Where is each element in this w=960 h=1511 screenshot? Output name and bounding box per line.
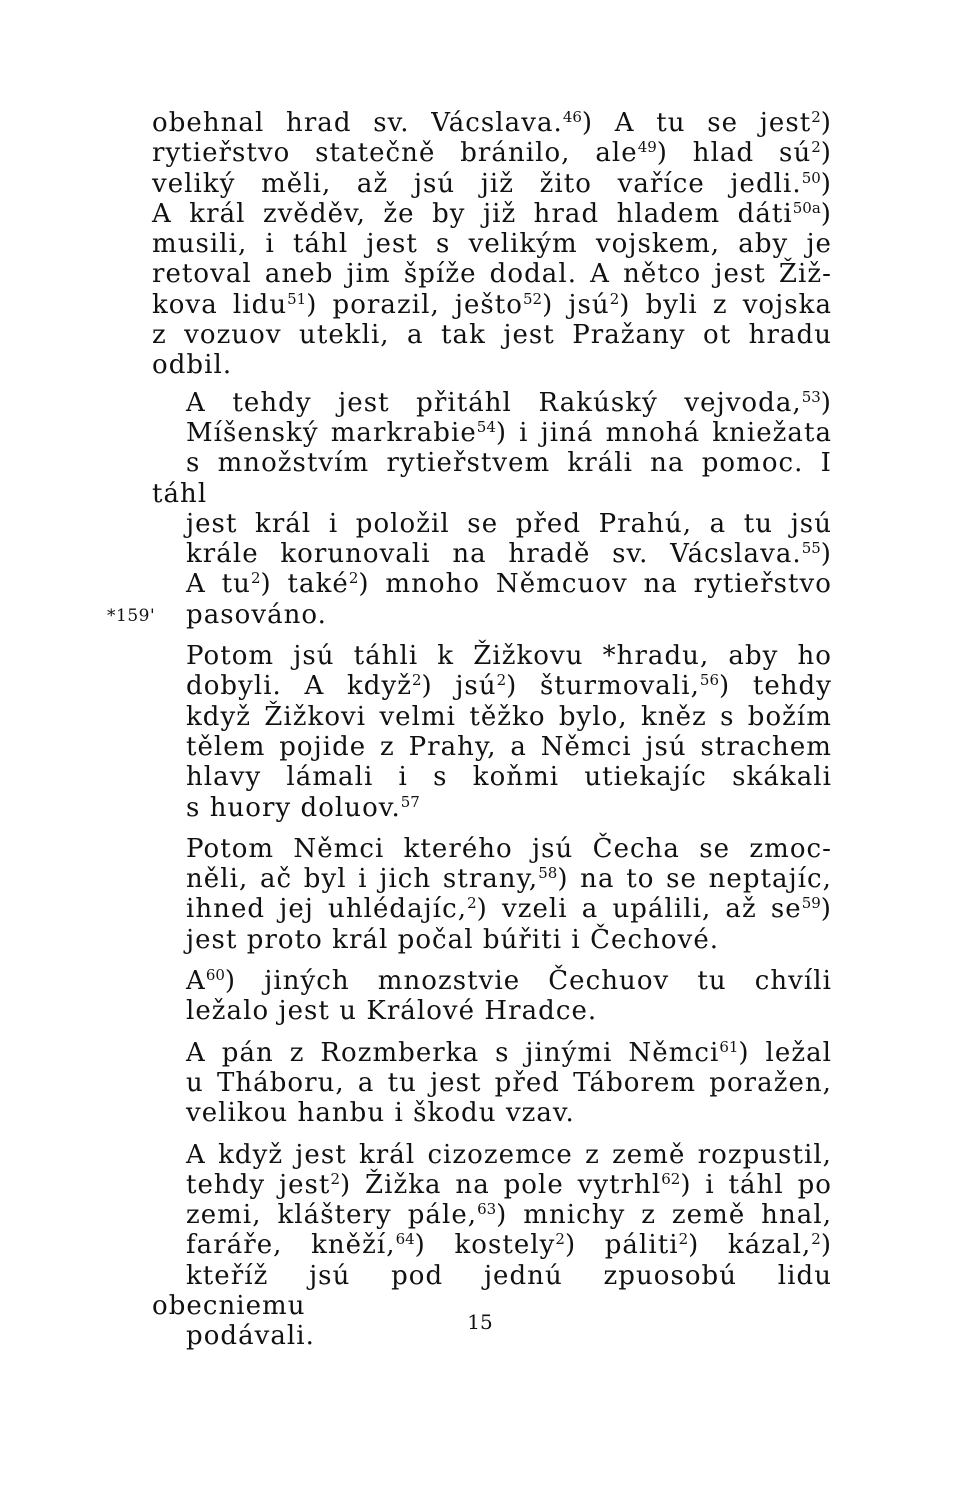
text-line: Míšenský markrabie$^{54}$) i jiná mnohá kniežata [186,417,832,448]
text-line: obehnal hrad sv. Vácslava.$^{46}$) A tu se jest$^2$) [152,108,832,138]
text-line: u Tháboru, a tu jest před Táborem poražen, [186,1067,832,1098]
text-line: pasováno. [186,599,327,630]
text-line: podávali. [186,1321,315,1352]
text-line: musili, i táhl jest s velikým vojskem, aby je [152,229,832,260]
text-line: zemi, kláštery pále,$^{63}$) mnichy z země hnal, [186,1200,833,1231]
paragraph [152,641,832,823]
text-line: veliký měli, až jsú již žito vaříce jedli.$^{50}$) [152,168,832,199]
text-line: z vozuov utekli, a tak jest Pražany ot hradu [152,320,832,351]
paragraph [152,966,832,1027]
text-line: retoval aneb jim špíže dodal. A nětco jest Žiž- [152,259,832,290]
text-line: tělem pojide z Prahy, a Němci jsú strachem [186,731,832,762]
paragraph [152,108,832,381]
text-line: Potom jsú táhli k Žižkovu *hradu, aby ho [186,641,832,672]
text-line: odbil. [152,350,233,381]
margin-folio-note: *159' [107,606,156,626]
text-line: kteříž jsú pod jednú zpuosobú lidu obecniemu [152,1260,832,1321]
text-line: krále korunovali na hradě sv. Vácslava.$^{55}$) [186,539,832,570]
text-line: A král zvěděv, že by již hrad hladem dáti$^{50a}$) [152,198,832,229]
page-number: 15 [467,1310,493,1334]
text-line: A tehdy jest přitáhl Rakúský vejvoda,$^{53}$) [186,387,832,418]
text-line: $A^{60}$) jiných mnozstvie Čechuov tu chvíli [186,966,832,997]
text-line: faráře, kněží,$^{64}$) kostely$^2$) páliti$^2$) kázal,$^2$) [186,1230,833,1261]
text-line: s množstvím rytieřstvem králi na pomoc. I táhl [152,448,832,509]
text-line: A když jest král cizozemce z země rozpustil, [186,1139,832,1170]
text-line: když Žižkovi velmi těžko bylo, kněz s božím [186,701,832,732]
text-line: velikou hanbu i škodu vzav. [186,1098,575,1129]
text-line: něli, ač byl i jich strany,$^{58}$) na to se neptajíc, [186,864,832,895]
paragraph [152,1038,832,1129]
paragraph [152,834,832,955]
text-line: dobyli. A když$^2$) jsú$^2$) šturmovali,$^{56}$) tehdy [186,671,832,702]
text-line: s huory doluov.$^{57}$ [186,792,420,823]
text-line: Potom Němci kterého jsú Čecha se zmoc- [186,833,832,864]
text-line: jest král i položil se před Prahú, a tu jsú [186,508,832,539]
text-line: A pán z Rozmberka s jinými Němci$^{61}$) ležal [186,1037,832,1068]
text-line: tehdy jest$^2$) Žižka na pole vytrhl$^{62}$) i táhl po [186,1169,832,1200]
text-line: hlavy lámali i s koňmi utiekajíc skákali [186,762,832,793]
text-line: ležalo jest u Králové Hradce. [186,996,598,1027]
text-line: kova lidu$^{51}$) porazil, ješto$^{52}$) jsú$^2$) byli z vojska [152,289,832,320]
text-line: jest proto král počal búřiti i Čechové. [186,924,720,955]
paragraph [152,388,832,630]
text-line: ihned jej uhlédajíc,$^2$) vzeli a upálili, až $se^{59}$) [186,894,832,925]
text-line: A $tu^2$) také$^2$) mnoho Němcuov na rytieřstvo [186,569,832,600]
body-text [152,108,832,1363]
text-line: rytieřstvo statečně bránilo, ale$^{49}$) hlad $sú^2$) [152,138,832,169]
